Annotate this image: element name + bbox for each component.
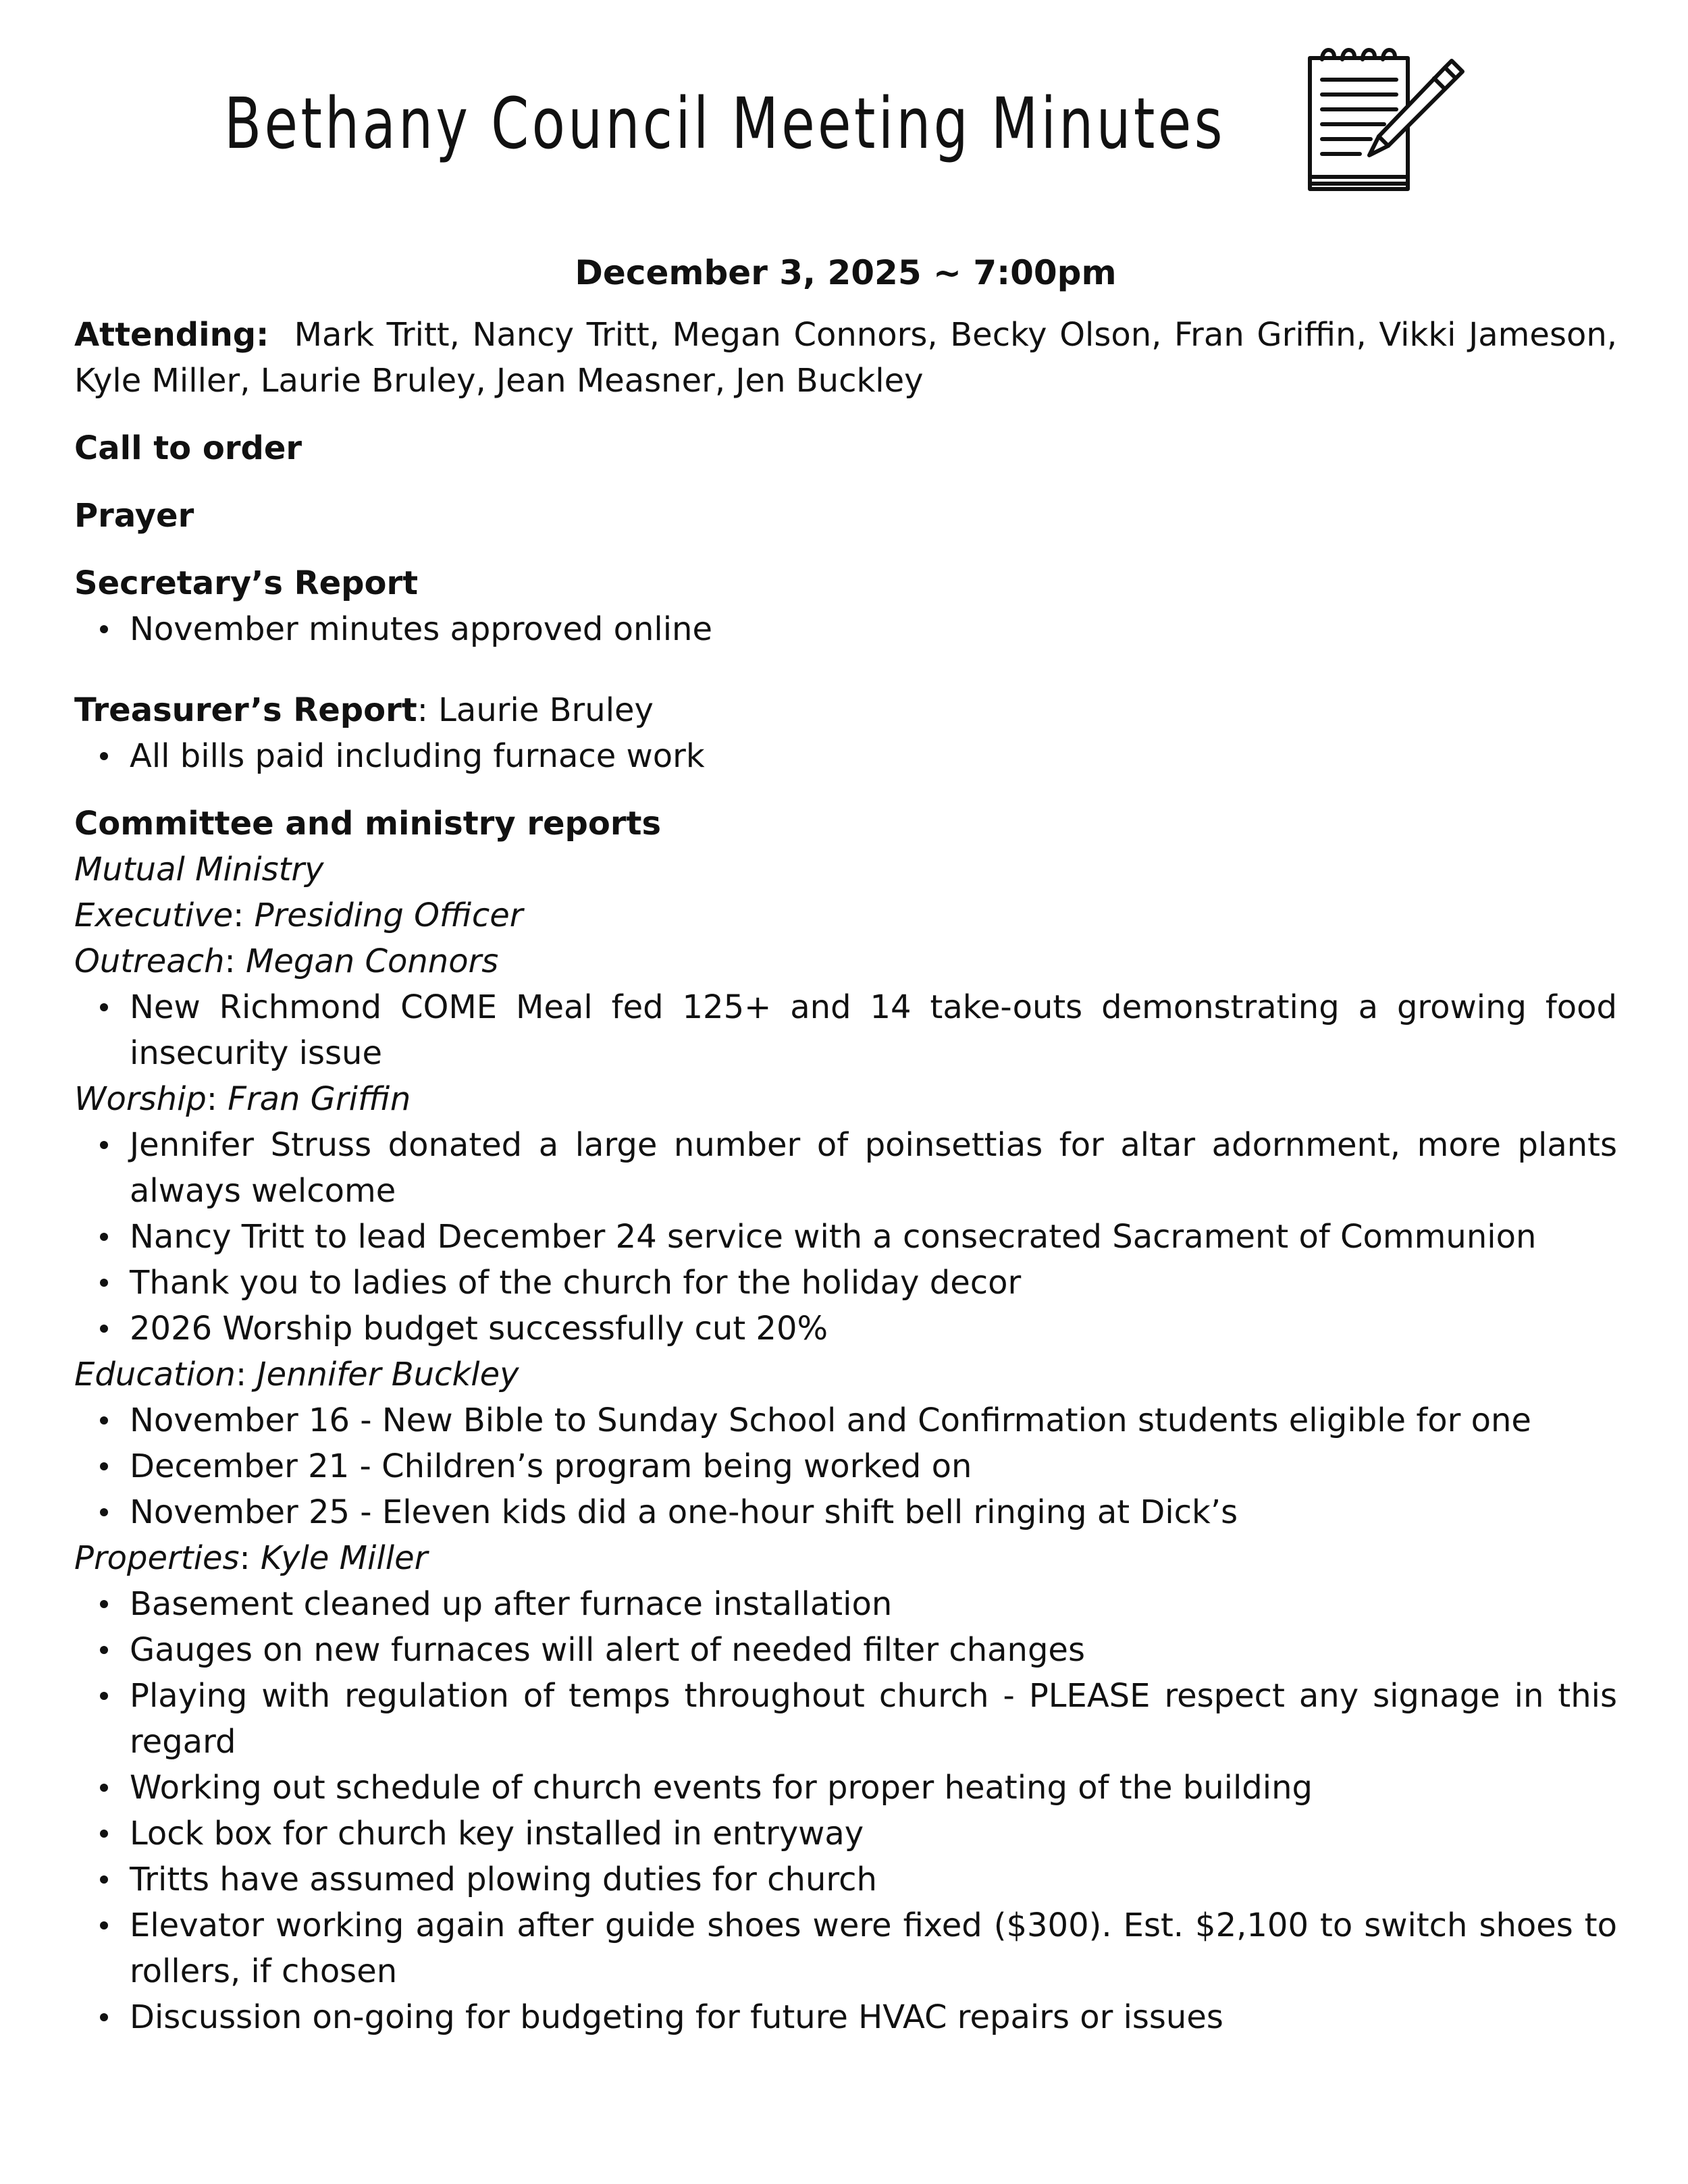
education-lead: Jennifer Buckley — [257, 1356, 519, 1393]
outreach-heading — [74, 938, 1617, 984]
document-title: Bethany Council Meeting Minutes — [224, 82, 1225, 165]
list-item: December 21 - Children’s program being worked on — [130, 1443, 1617, 1489]
education-label: Education — [74, 1356, 236, 1393]
outreach-lead: Megan Connors — [245, 942, 499, 980]
executive-heading — [74, 893, 1617, 938]
separator: : — [235, 1356, 257, 1393]
notepad-pencil-icon — [1290, 41, 1472, 196]
separator: : — [206, 1080, 228, 1118]
list-item: Discussion on-going for budgeting for future HVAC repairs or issues — [130, 1994, 1617, 2040]
outreach-list — [74, 984, 1617, 1076]
education-list — [74, 1397, 1617, 1535]
outreach-label: Outreach — [74, 942, 225, 980]
list-item: November minutes approved online — [130, 606, 1617, 652]
list-item: Working out schedule of church events for proper heating of the building — [130, 1765, 1617, 1811]
attending-section — [74, 312, 1617, 404]
meeting-date: December 3, 2025 ~ 7:00pm — [575, 253, 1117, 292]
list-item: November 16 - New Bible to Sunday School and Confirmation students eligible for one — [130, 1397, 1617, 1443]
minutes-page — [74, 0, 1617, 2184]
title-row — [74, 41, 1617, 196]
list-item: Gauges on new furnaces will alert of needed filter changes — [130, 1627, 1617, 1673]
secretary-list — [74, 606, 1617, 652]
committees-heading — [74, 801, 1617, 847]
worship-lead: Fran Griffin — [228, 1080, 411, 1118]
call-to-order-label: Call to order — [74, 429, 302, 467]
treasurer-list — [74, 733, 1617, 779]
worship-list — [74, 1122, 1617, 1352]
properties-list — [74, 1581, 1617, 2040]
list-item: New Richmond COME Meal fed 125+ and 14 take-outs demonstrating a growing food insecurity issue — [130, 984, 1617, 1076]
attending-label: Attending: — [74, 316, 269, 354]
call-to-order-heading — [74, 425, 1617, 471]
education-heading — [74, 1352, 1617, 1397]
properties-lead: Kyle Miller — [260, 1539, 428, 1577]
list-item: Elevator working again after guide shoes were fixed ($300). Est. $2,100 to switch shoes to rollers, if chosen — [130, 1902, 1617, 1994]
properties-heading — [74, 1535, 1617, 1581]
mutual-ministry-label: Mutual Ministry — [74, 851, 324, 888]
worship-heading — [74, 1076, 1617, 1122]
executive-label: Executive — [74, 897, 234, 934]
separator: : — [224, 942, 246, 980]
separator: : — [233, 897, 255, 934]
list-item: 2026 Worship budget successfully cut 20% — [130, 1306, 1617, 1352]
minutes-content — [74, 250, 1617, 2040]
prayer-label: Prayer — [74, 497, 194, 535]
list-item: Jennifer Struss donated a large number of poinsettias for altar adornment, more plants always welcome — [130, 1122, 1617, 1214]
list-item: All bills paid including furnace work — [130, 733, 1617, 779]
treasurer-heading — [74, 687, 1617, 733]
committees-label: Committee and ministry reports — [74, 805, 662, 843]
attending-names: Mark Tritt, Nancy Tritt, Megan Connors, Becky Olson, Fran Griffin, Vikki Jameson, Kyle Miller, Laurie Bruley, Jean Measner, Jen Buckley — [74, 316, 1618, 400]
prayer-heading — [74, 493, 1617, 539]
mutual-ministry-heading — [74, 847, 1617, 893]
treasurer-label: Treasurer’s Report — [74, 691, 417, 729]
worship-label: Worship — [74, 1080, 207, 1118]
executive-lead: Presiding Officer — [254, 897, 523, 934]
list-item: Basement cleaned up after furnace installation — [130, 1581, 1617, 1627]
properties-label: Properties — [74, 1539, 240, 1577]
list-item: November 25 - Eleven kids did a one-hour shift bell ringing at Dick’s — [130, 1489, 1617, 1535]
secretary-heading — [74, 560, 1617, 606]
treasurer-person: : Laurie Bruley — [417, 691, 654, 729]
list-item: Lock box for church key installed in entryway — [130, 1811, 1617, 1857]
list-item: Tritts have assumed plowing duties for church — [130, 1857, 1617, 1902]
secretary-label: Secretary’s Report — [74, 564, 419, 602]
separator: : — [239, 1539, 261, 1577]
list-item: Playing with regulation of temps throughout church - PLEASE respect any signage in this regard — [130, 1673, 1617, 1765]
list-item: Nancy Tritt to lead December 24 service with a consecrated Sacrament of Communion — [130, 1214, 1617, 1260]
list-item: Thank you to ladies of the church for the holiday decor — [130, 1260, 1617, 1306]
